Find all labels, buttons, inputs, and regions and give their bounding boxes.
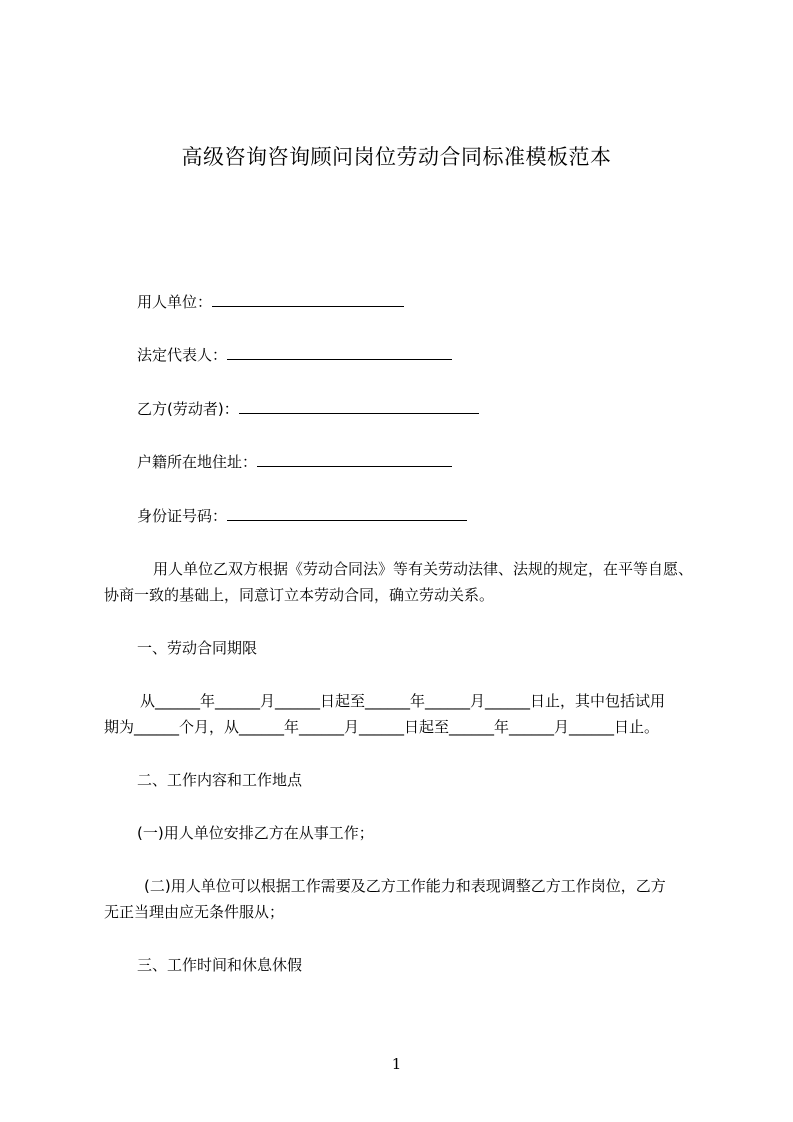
intro-line-1: 用人单位乙双方根据《劳动合同法》等有关劳动法律、法规的规定，在平等自愿、	[153, 560, 694, 578]
party-b-blank	[239, 399, 479, 414]
address-label: 户籍所在地住址：	[137, 453, 258, 471]
page-number: 1	[391, 1055, 402, 1073]
legal-rep-blank	[227, 345, 452, 360]
party-b-label: 乙方(劳动者)：	[137, 400, 239, 418]
section-2-item-2-line-1: (二)用人单位可以根据工作需要及乙方工作能力和表现调整乙方工作岗位，乙方	[144, 877, 666, 895]
section-1-line-2: 期为______个月，从______年______月______日起至______年______月______日止。	[104, 718, 660, 736]
id-number-label: 身份证号码：	[137, 507, 228, 525]
employer-field	[137, 292, 404, 312]
address-blank	[257, 452, 452, 467]
legal-rep-label: 法定代表人：	[137, 346, 228, 364]
employer-blank	[212, 292, 404, 307]
section-2-item-1: (一)用人单位安排乙方在从事工作；	[137, 824, 374, 842]
party-b-field	[137, 399, 479, 419]
address-field	[137, 452, 452, 472]
id-number-field	[137, 506, 467, 526]
section-1-line-1: 从______年______月______日起至______年______月______日止，其中包括试用	[140, 692, 666, 710]
section-2-item-2-line-2: 无正当理由应无条件服从；	[104, 903, 285, 921]
document-title: 高级咨询咨询顾问岗位劳动合同标准模板范本	[181, 145, 612, 169]
section-3-heading: 三、工作时间和休息休假	[137, 956, 303, 974]
section-1-heading: 一、劳动合同期限	[137, 639, 258, 657]
intro-line-2: 协商一致的基础上，同意订立本劳动合同，确立劳动关系。	[104, 586, 495, 604]
id-number-blank	[227, 506, 467, 521]
employer-label: 用人单位：	[137, 293, 213, 311]
legal-rep-field	[137, 345, 452, 365]
section-2-heading: 二、工作内容和工作地点	[137, 771, 303, 789]
